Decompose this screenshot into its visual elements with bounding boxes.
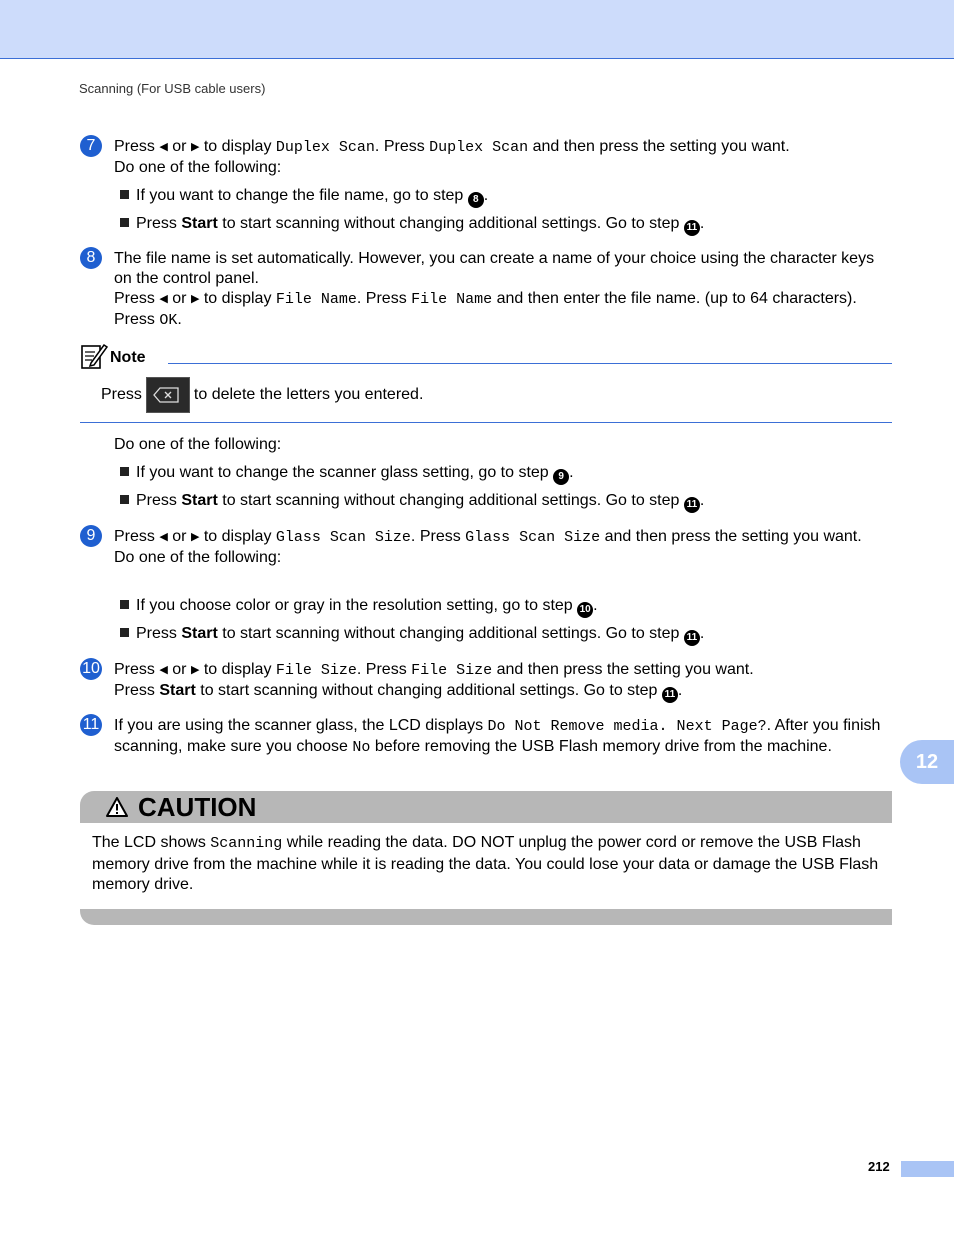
left-arrow-icon: ◀: [159, 293, 168, 305]
left-arrow-icon: ◀: [159, 141, 168, 153]
right-arrow-icon: ▶: [190, 531, 200, 543]
step-10-number: 10: [80, 658, 102, 680]
step-ref-11: 11: [684, 220, 700, 236]
step-ref-9: 9: [553, 469, 569, 485]
step-9-bullet-1: If you choose color or gray in the resolution setting, go to step 10 .: [120, 596, 890, 618]
step-8-do-one: Do one of the following:: [114, 436, 282, 453]
page-number-band: [901, 1161, 954, 1177]
note-rule-bottom: [80, 422, 892, 423]
note-pencil-icon: [80, 342, 108, 370]
step-8-text: The file name is set automatically. However, you can create a name of your choice using the character keys on the control panel. Press ◀ or ▶ to display File Name. Press File Name and then enter the file name. (up to 64 characters). Press OK.: [114, 250, 875, 329]
step-11-text: If you are using the scanner glass, the LCD displays Do Not Remove media. Next Page?. After you finish scanning, make sure you choose No before removing the USB Flash memory drive from the machine.: [114, 717, 881, 756]
left-arrow-icon: ◀: [159, 531, 168, 543]
step-ref-11: 11: [684, 630, 700, 646]
caution-footer-bar: [80, 909, 892, 925]
step-9-number: 9: [80, 525, 102, 547]
note-rule-top: [168, 363, 892, 364]
note-body: Press to delete the letters you entered.: [101, 376, 423, 414]
running-header: Scanning (For USB cable users): [79, 81, 266, 96]
step-ref-8: 8: [468, 192, 484, 208]
left-arrow-icon: ◀: [159, 664, 168, 676]
note-label: Note: [110, 349, 146, 366]
chapter-tab: 12: [900, 740, 954, 784]
header-band: [0, 0, 954, 59]
backspace-icon: [147, 378, 189, 412]
step-ref-11: 11: [684, 497, 700, 513]
step-9-bullet-2: Press Start to start scanning without changing additional settings. Go to step 11 .: [120, 624, 890, 646]
step-11-number: 11: [80, 714, 102, 736]
backspace-button-image: [146, 377, 190, 413]
right-arrow-icon: ▶: [190, 141, 200, 153]
step-8-number: 8: [80, 247, 102, 269]
caution-header: [80, 791, 892, 823]
step-8-bullet-1: If you want to change the scanner glass setting, go to step 9 .: [120, 463, 890, 485]
step-ref-11: 11: [662, 687, 678, 703]
step-10-text: Press ◀ or ▶ to display File Size. Press File Size and then press the setting you want. Press Start to start scanning without changing additional settings. Go to step 11 .: [114, 660, 890, 703]
step-7-bullet-2: Press Start to start scanning without changing additional settings. Go to step 11 .: [120, 214, 890, 236]
step-9-text: Press ◀ or ▶ to display Glass Scan Size. Press Glass Scan Size and then press the setting you want. Do one of the following:: [114, 528, 862, 566]
step-7-number: 7: [80, 135, 102, 157]
right-arrow-icon: ▶: [190, 293, 200, 305]
step-7-bullet-1: If you want to change the file name, go to step 8 .: [120, 186, 890, 208]
step-ref-10: 10: [577, 602, 593, 618]
page-number: 212: [868, 1159, 890, 1174]
warning-icon: [106, 797, 128, 817]
step-8-bullet-2: Press Start to start scanning without changing additional settings. Go to step 11 .: [120, 491, 890, 513]
caution-title: CAUTION: [138, 792, 257, 822]
right-arrow-icon: ▶: [190, 664, 200, 676]
caution-body: The LCD shows Scanning while reading the data. DO NOT unplug the power cord or remove the USB Flash memory drive from the machine while it is reading the data. You could lose your data or damage the USB Flash memory drive.: [92, 834, 879, 893]
step-7-text: Press ◀ or ▶ to display Duplex Scan. Press Duplex Scan and then press the setting you want. Do one of the following:: [114, 138, 790, 176]
